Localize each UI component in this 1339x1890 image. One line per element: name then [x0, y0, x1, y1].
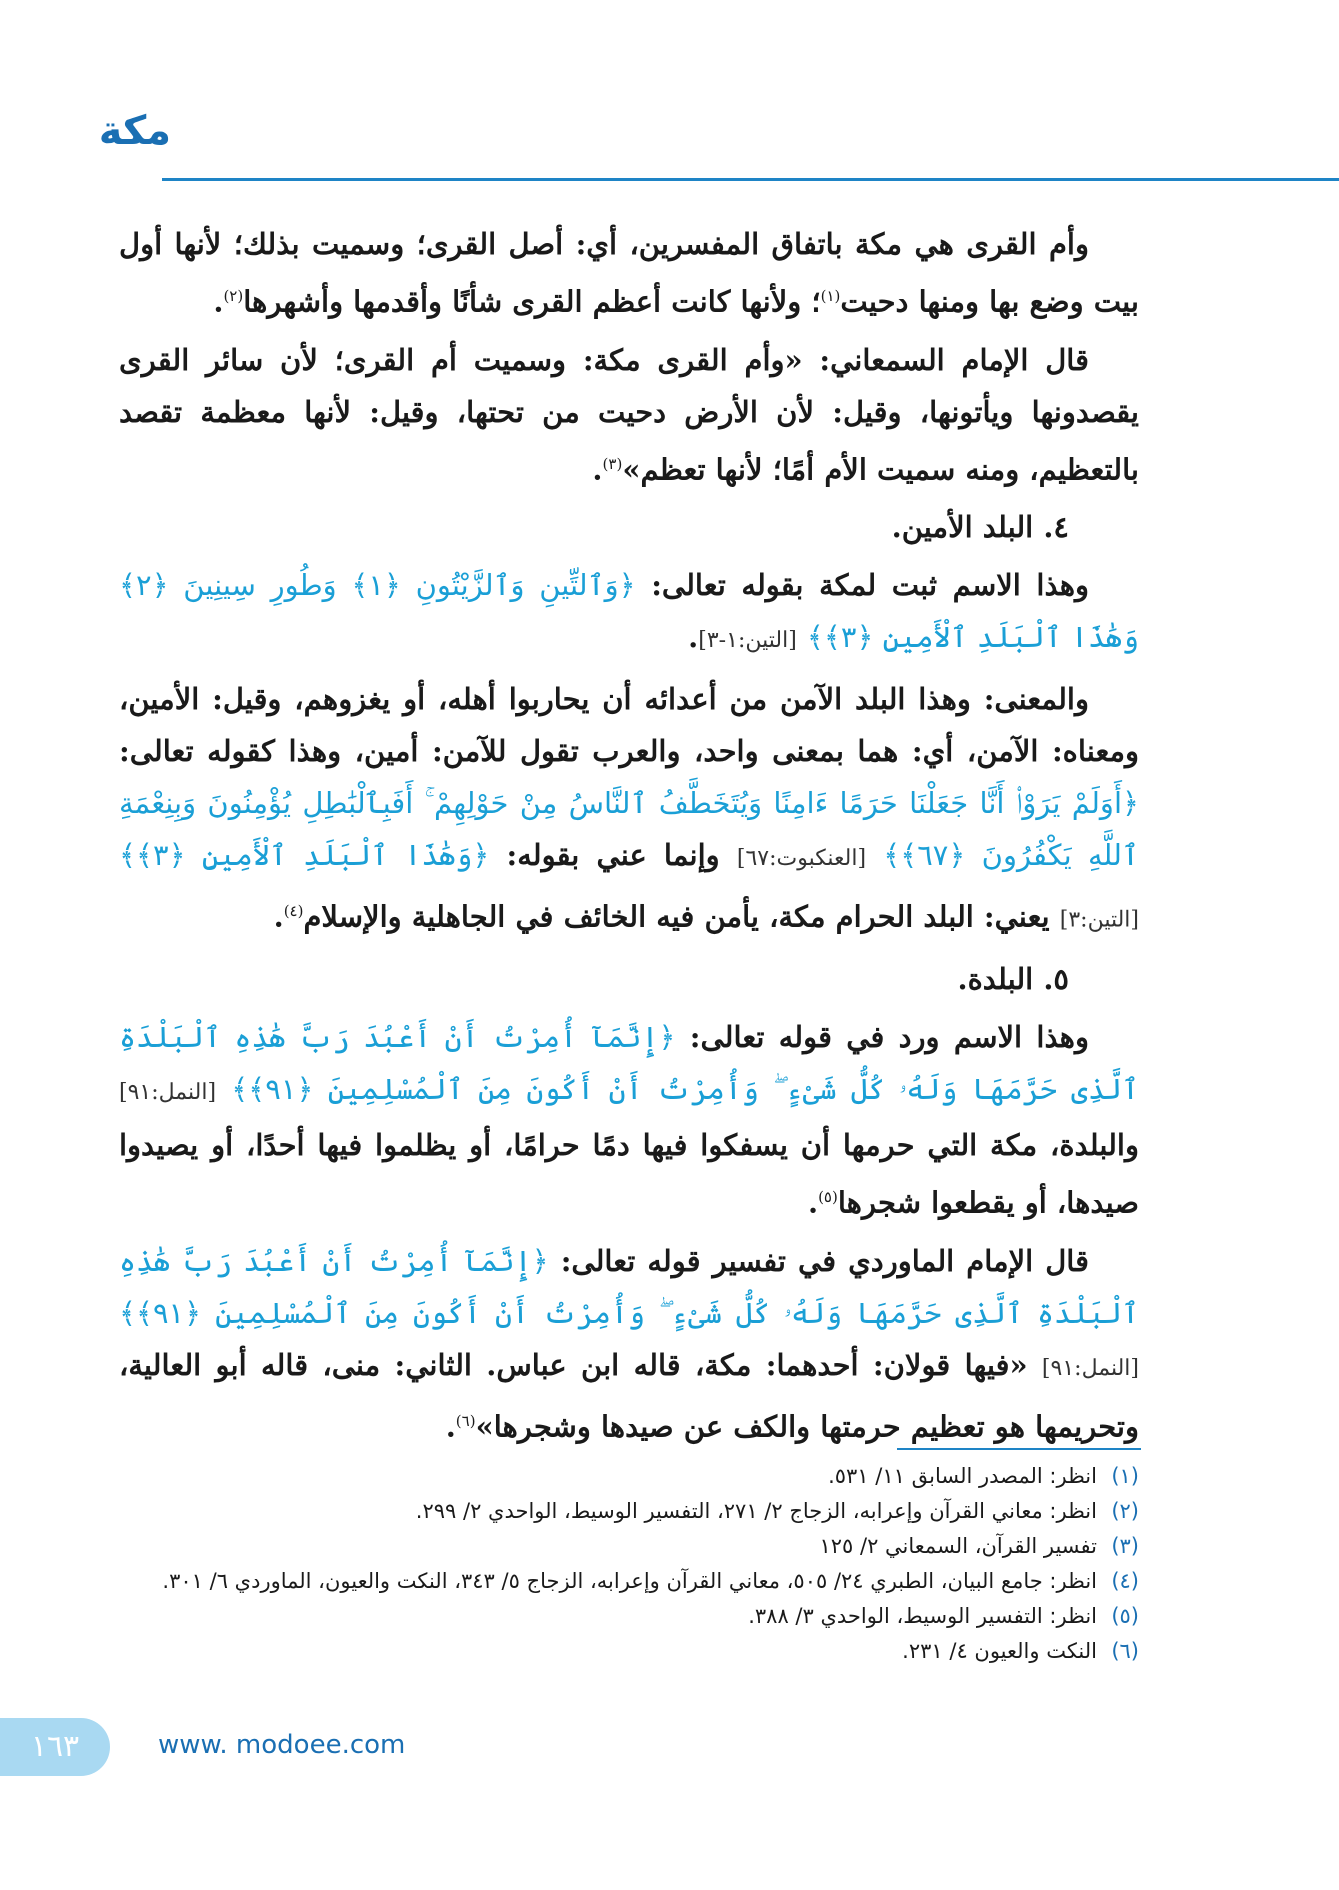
paragraph-text: وهذا الاسم ورد في قوله تعالى:	[689, 1019, 1089, 1054]
quran-verse: ﴿إِنَّمَآ أُمِرْتُ أَنْ أَعْبُدَ رَبَّ هَٰذِهِ ٱلْبَلْدَةِ ٱلَّذِى حَرَّمَهَا وَلَهُۥ كُلُّ شَىْءٍ ۖ وَأُمِرْتُ أَنْ أَكُونَ مِنَ ٱلْمُسْلِمِينَ ﴿٩١﴾﴾	[119, 1019, 1139, 1106]
footnote-number: (٦)	[1111, 1639, 1139, 1663]
footnote	[119, 1600, 1139, 1632]
paragraph-end: .	[592, 452, 603, 487]
paragraph-text: «فيها قولان: أحدهما: مكة، قاله ابن عباس. الثاني: منى، قاله أبو العالية، وتحريمها هو تعظيم حرمتها والكف عن صيدها وشجرها»	[119, 1347, 1139, 1444]
paragraph-end: .	[213, 284, 224, 319]
footnote-ref[interactable]: (٢)	[223, 287, 244, 305]
quran-verse: ﴿وَٱلتِّينِ وَٱلزَّيْتُونِ ﴿١﴾ وَطُورِ سِينِينَ ﴿٢﴾ وَهَٰذَا ٱلْبَلَدِ ٱلْأَمِينِ ﴿٣﴾﴾	[119, 568, 1139, 655]
quran-verse: ﴿أَوَلَمْ يَرَوْا۟ أَنَّا جَعَلْنَا حَرَمًا ءَامِنًا وَيُتَخَطَّفُ ٱلنَّاسُ مِنْ حَوْلِهِمْ ۚ أَفَبِٱلْبَٰطِلِ يُؤْمِنُونَ وَبِنِعْمَةِ ٱللَّهِ يَكْفُرُونَ ﴿٦٧﴾﴾	[119, 786, 1139, 873]
footnotes-divider	[897, 1448, 1141, 1450]
paragraph-text: قال الإمام الماوردي في تفسير قوله تعالى:	[560, 1243, 1089, 1278]
footnote-ref[interactable]: (٦)	[455, 1411, 476, 1430]
paragraph-3	[119, 559, 1139, 667]
footnote-text: انظر: المصدر السابق ١١/ ٥٣١.	[828, 1464, 1097, 1488]
paragraph-6	[119, 1235, 1139, 1453]
footnote-text: النكت والعيون ٤/ ٢٣١.	[902, 1639, 1097, 1663]
paragraph-end: .	[273, 899, 284, 934]
main-text	[119, 218, 1139, 1458]
footnote-ref[interactable]: (٣)	[602, 454, 623, 473]
paragraph-5	[119, 1011, 1139, 1229]
verse-citation: [النمل:٩١]	[1041, 1355, 1139, 1381]
paragraph-text: وإنما عني بقوله:	[506, 838, 720, 873]
paragraph-end: .	[807, 1185, 819, 1220]
footnote-text: تفسير القرآن، السمعاني ٢/ ١٢٥	[819, 1534, 1097, 1558]
footnote-ref[interactable]: (٤)	[283, 902, 304, 921]
verse-citation: [التين:٣]	[1059, 907, 1139, 933]
paragraph-text: وأم القرى هي مكة باتفاق المفسرين، أي: أصل القرى؛ وسميت بذلك؛ لأنها أول بيت وضع بها ومنها دحيت	[119, 227, 1139, 319]
footnote-text: انظر: التفسير الوسيط، الواحدي ٣/ ٣٨٨.	[748, 1604, 1097, 1628]
quran-verse: ﴿وَهَٰذَا ٱلْبَلَدِ ٱلْأَمِينِ ﴿٣﴾﴾	[119, 838, 490, 873]
paragraph-text: والبلدة، مكة التي حرمها أن يسفكوا فيها دمًا حرامًا، أو يظلموا فيها أحدًا، أو يصيدوا صيدها، أو يقطعوا شجرها	[119, 1127, 1139, 1220]
footnote	[119, 1530, 1139, 1562]
verse-citation: [التين:١-٣]	[698, 628, 797, 654]
header-divider	[162, 178, 1339, 181]
page-title: مكة	[98, 108, 171, 154]
footnote-ref[interactable]: (٥)	[818, 1187, 838, 1206]
paragraph-text: يعني: البلد الحرام مكة، يأمن فيه الخائف في الجاهلية والإسلام	[303, 899, 1050, 934]
site-url-link[interactable]: www. modoee.com	[158, 1730, 406, 1760]
footnote-ref[interactable]: (١)	[820, 287, 841, 305]
verse-citation: [النمل:٩١]	[119, 1079, 217, 1105]
paragraph-end: .	[445, 1409, 456, 1444]
paragraph-text: ؛ ولأنها كانت أعظم القرى شأنًا وأقدمها وأشهرها	[243, 284, 821, 319]
paragraph-4	[119, 673, 1139, 947]
footnotes	[119, 1460, 1139, 1670]
paragraph-end: .	[688, 620, 699, 655]
footnote	[119, 1565, 1139, 1597]
footnote-text: انظر: جامع البيان، الطبري ٢٤/ ٥٠٥، معاني القرآن وإعرابه، الزجاج ٥/ ٣٤٣، النكت والعيون، الماوردي ٦/ ٣٠١.	[162, 1569, 1097, 1593]
footnote-number: (٤)	[1111, 1569, 1139, 1593]
section-heading-5: ٥. البلدة.	[957, 961, 1069, 996]
footnote-number: (١)	[1111, 1464, 1139, 1488]
paragraph-2	[119, 334, 1139, 496]
page-number: ١٦٣	[0, 1718, 110, 1776]
section-heading-4: ٤. البلد الأمين.	[891, 510, 1069, 545]
paragraph-text: قال الإمام السمعاني: «وأم القرى مكة: وسميت أم القرى؛ لأن سائر القرى يقصدونها ويأتونها، وقيل: لأن الأرض دحيت من تحتها، وقيل: لأنها معظمة تقصد بالتعظيم، ومنه سميت الأم أمًا؛ لأنها تعظم»	[119, 342, 1139, 487]
verse-citation: [العنكبوت:٦٧]	[736, 846, 867, 872]
paragraph-1	[119, 218, 1139, 328]
footnote-number: (٣)	[1111, 1534, 1139, 1558]
footnote	[119, 1460, 1139, 1492]
footnote	[119, 1635, 1139, 1667]
footnote-number: (٥)	[1111, 1604, 1139, 1628]
footnote	[119, 1495, 1139, 1527]
quran-verse: ﴿إِنَّمَآ أُمِرْتُ أَنْ أَعْبُدَ رَبَّ هَٰذِهِ ٱلْبَلْدَةِ ٱلَّذِى حَرَّمَهَا وَلَهُۥ كُلُّ شَىْءٍ ۖ وَأُمِرْتُ أَنْ أَكُونَ مِنَ ٱلْمُسْلِمِينَ ﴿٩١﴾﴾	[119, 1243, 1139, 1330]
footnote-text: انظر: معاني القرآن وإعرابه، الزجاج ٢/ ٢٧١، التفسير الوسيط، الواحدي ٢/ ٢٩٩.	[415, 1499, 1097, 1523]
paragraph-text: والمعنى: وهذا البلد الآمن من أعدائه أن يحاربوا أهله، أو يغزوهم، وقيل: الأمين، ومعناه: الآمن، أي: هما بمعنى واحد، والعرب تقول للآمن: أمين، وهذا كقوله تعالى:	[119, 682, 1139, 769]
paragraph-text: وهذا الاسم ثبت لمكة بقوله تعالى:	[651, 568, 1090, 603]
footnote-number: (٢)	[1111, 1499, 1139, 1523]
